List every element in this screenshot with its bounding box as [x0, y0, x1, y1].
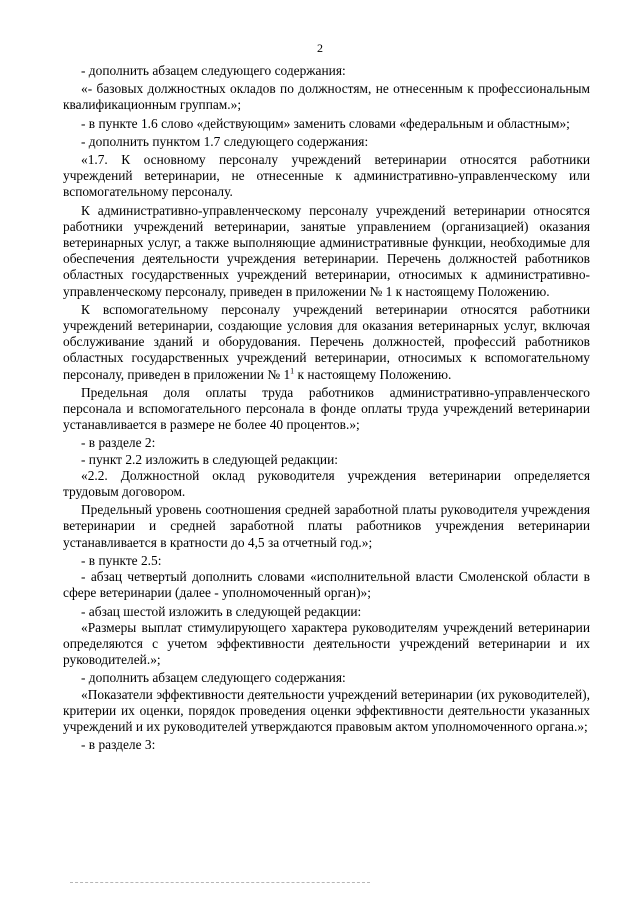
paragraph: - дополнить абзацем следующего содержания:: [81, 63, 346, 78]
paragraph: - в пункте 2.5:: [81, 552, 162, 568]
paragraph-tail: к настоящему Положению.: [297, 366, 452, 382]
paragraph: - абзац шестой изложить в следующей редакции:: [81, 603, 362, 619]
paragraph-with-appendix-ref: [63, 302, 590, 383]
paragraph: - в разделе 2:: [81, 435, 156, 451]
paragraph: К административно-управленческому персоналу учреждений ветеринарии относятся работники учреждений ветеринарии, занятые управлением (организацией) оказания ветеринарных услуг, а также выполняющие административные функции, необходимые для обеспечения деятельности учреждения ветеринарии. Перечень должностей работников областных государственных учреждений ветеринарии, относимых к административно-управленческому персоналу, приведен в приложении № 1 к настоящему Положению.: [63, 202, 590, 299]
paragraph: - дополнить пунктом 1.7 следующего содержания:: [81, 133, 369, 149]
paragraph: «2.2. Должностной оклад руководителя учреждения ветеринарии определяется трудовым договором.: [63, 467, 590, 500]
paragraph: Предельная доля оплаты труда работников административно-управленческого персонала и вспомогательного персонала в фонде оплаты труда учреждений ветеринарии устанавливается в размере не более 40 процентов.»;: [63, 384, 590, 433]
document-body: [63, 63, 590, 755]
paragraph: Предельный уровень соотношения средней заработной платы руководителя учреждения ветеринарии и средней заработной платы работников учреждения ветеринарии устанавливается в кратности до 4,5 за отчетный год.»;: [63, 502, 590, 550]
paragraph: - дополнить абзацем следующего содержания:: [81, 670, 346, 686]
paragraph: «Показатели эффективности деятельности учреждений ветеринарии (их руководителей), критерии их оценки, порядок проведения оценки эффективности деятельности указанных учреждений и их руководителей утверждаются правовым актом уполномоченного органа.»;: [63, 686, 590, 734]
appendix-superscript: 1: [290, 366, 295, 376]
appendix-number: 1: [283, 366, 291, 382]
paragraph: - пункт 2.2 изложить в следующей редакции:: [81, 451, 338, 467]
footer-divider: [70, 882, 370, 883]
paragraph: «Размеры выплат стимулирующего характера руководителям учреждений ветеринарии определяются с учетом эффективности деятельности учреждений ветеринарии и их руководителей.»;: [63, 619, 590, 668]
paragraph: - абзац четвертый дополнить словами «исполнительной власти Смоленской области в сфере ветеринарии (далее - уполномоченный орган)»;: [63, 569, 590, 601]
paragraph-text: К вспомогательному персоналу учреждений ветеринарии относятся работники учреждений ветеринарии, создающие условия для оказания ветеринарных услуг, включая обслуживание зданий и оборудования. Перечень должностей, профессий работников областных государственных учреждений ветеринарии, относимых к вспомогательному персоналу, приведен в приложении №: [63, 301, 590, 382]
page-number: 2: [317, 41, 323, 55]
paragraph: «- базовых должностных окладов по должностям, не отнесенным к профессиональным квалификационным группам.»;: [63, 81, 590, 113]
paragraph: - в пункте 1.6 слово «действующим» заменить словами «федеральным и областным»;: [81, 115, 570, 131]
paragraph: «1.7. К основному персоналу учреждений ветеринарии относятся работники учреждений ветеринарии, не отнесенные к административно-управленческому или вспомогательному персоналу.: [63, 152, 590, 200]
paragraph: - в разделе 3:: [81, 737, 156, 753]
